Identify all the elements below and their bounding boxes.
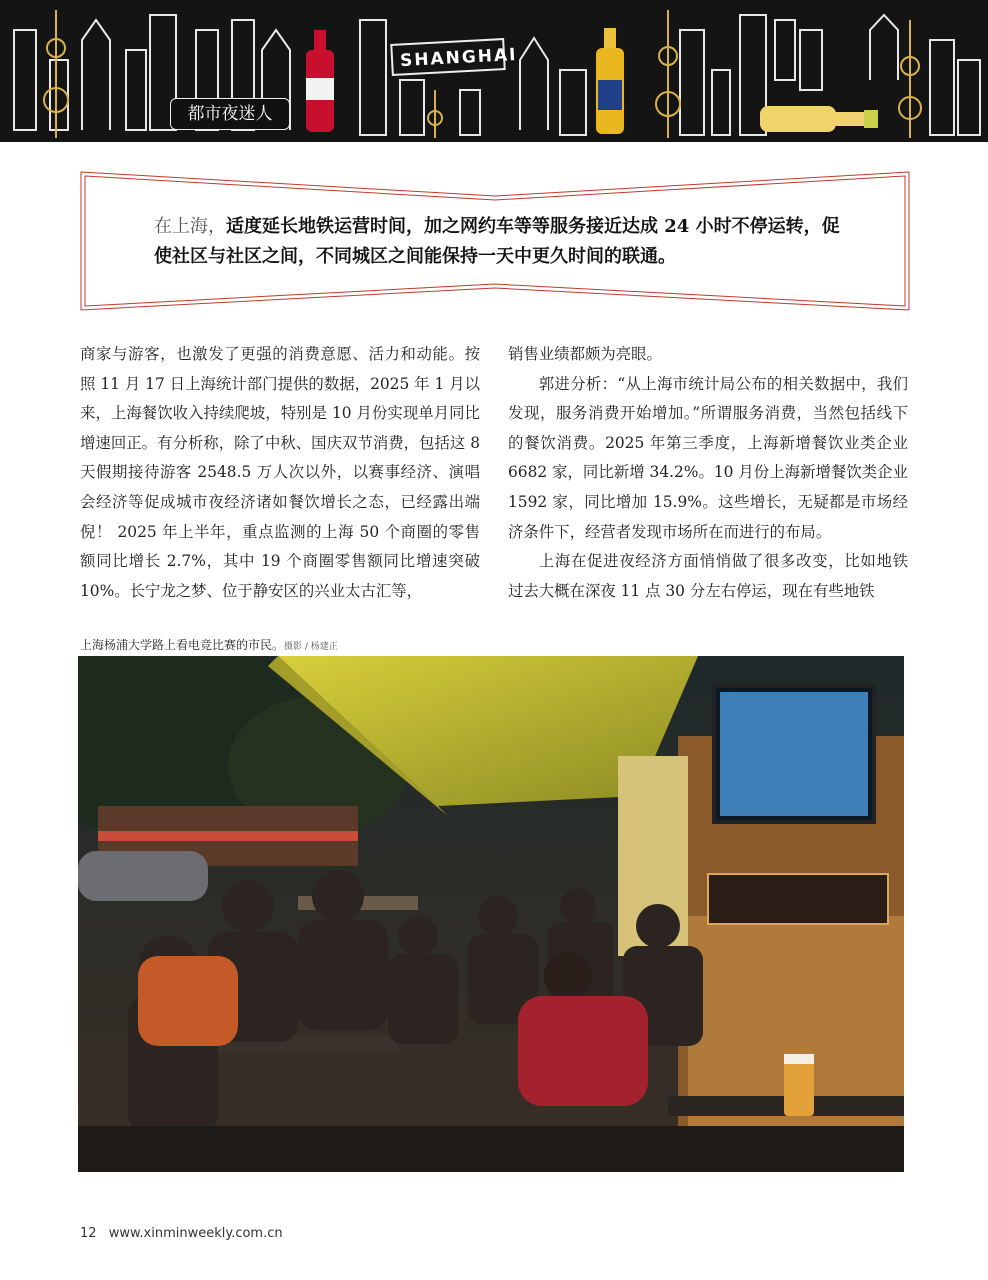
photo-credit: 摄影 / 杨建正 <box>284 642 338 652</box>
pull-quote <box>80 168 910 314</box>
pull-quote-body: 适度延长地铁运营时间，加之网约车等等服务接近达成 24 小时不停运转，促使社区与社区之间，不同城区之间能保持一天中更久时间的联通。 <box>154 216 840 267</box>
page-number: 12 <box>80 1226 97 1241</box>
photo-caption <box>80 636 338 653</box>
skyline-illustration <box>0 0 988 142</box>
website-url: www.xinminweekly.com.cn <box>108 1226 283 1241</box>
header-banner <box>0 0 988 142</box>
pull-quote-text <box>154 212 854 272</box>
paragraph: 商家与游客，也激发了更强的消费意愿、活力和动能。按照 11 月 17 日上海统计部门提供的数据，2025 年 1 月以来，上海餐饮收入持续爬坡，特别是 10 月份实现单月同比增速回正。有分析称，除了中秋、国庆双节消费，包括这 8 天假期接待游客 2548.5 万人次以外，以赛事经济、演唱会经济等促成城市夜经济诸如餐饮增长之态，已经露出端倪！ 2025 年上半年，重点监测的上海 50 个商圈的零售额同比增长 2.7%，其中 19 个商圈零售额同比增速突破 10%。长宁龙之梦、位于静安区的兴业太古汇等， <box>80 345 480 600</box>
page-footer <box>80 1226 283 1241</box>
paragraph: 销售业绩都颇为亮眼。 <box>508 345 662 363</box>
paragraph: 上海在促进夜经济方面悄悄做了很多改变，比如地铁过去大概在深夜 11 点 30 分左右停运，现在有些地铁 <box>508 552 908 600</box>
photo-illustration <box>78 656 904 1172</box>
paragraph: 郭进分析：“从上海市统计局公布的相关数据中，我们发现，服务消费开始增加。”所谓服务消费，当然包括线下的餐饮消费。2025 年第三季度，上海新增餐饮业类企业 6682 家，同比新增 34.2%。10 月份上海新增餐饮类企业 1592 家，同比增加 15.9%。这些增长，无疑都是市场经济条件下，经营者发现市场所在而进行的布局。 <box>508 374 908 541</box>
caption-text: 上海杨浦大学路上看电竞比赛的市民。 <box>80 638 285 652</box>
text-column-left <box>80 340 480 606</box>
text-column-right <box>508 340 908 606</box>
pull-quote-lead: 在上海， <box>154 216 226 237</box>
section-tag: 都市夜迷人 <box>170 98 290 130</box>
shanghai-sign: SHANGHAI <box>399 44 518 72</box>
street-photo <box>78 656 904 1172</box>
